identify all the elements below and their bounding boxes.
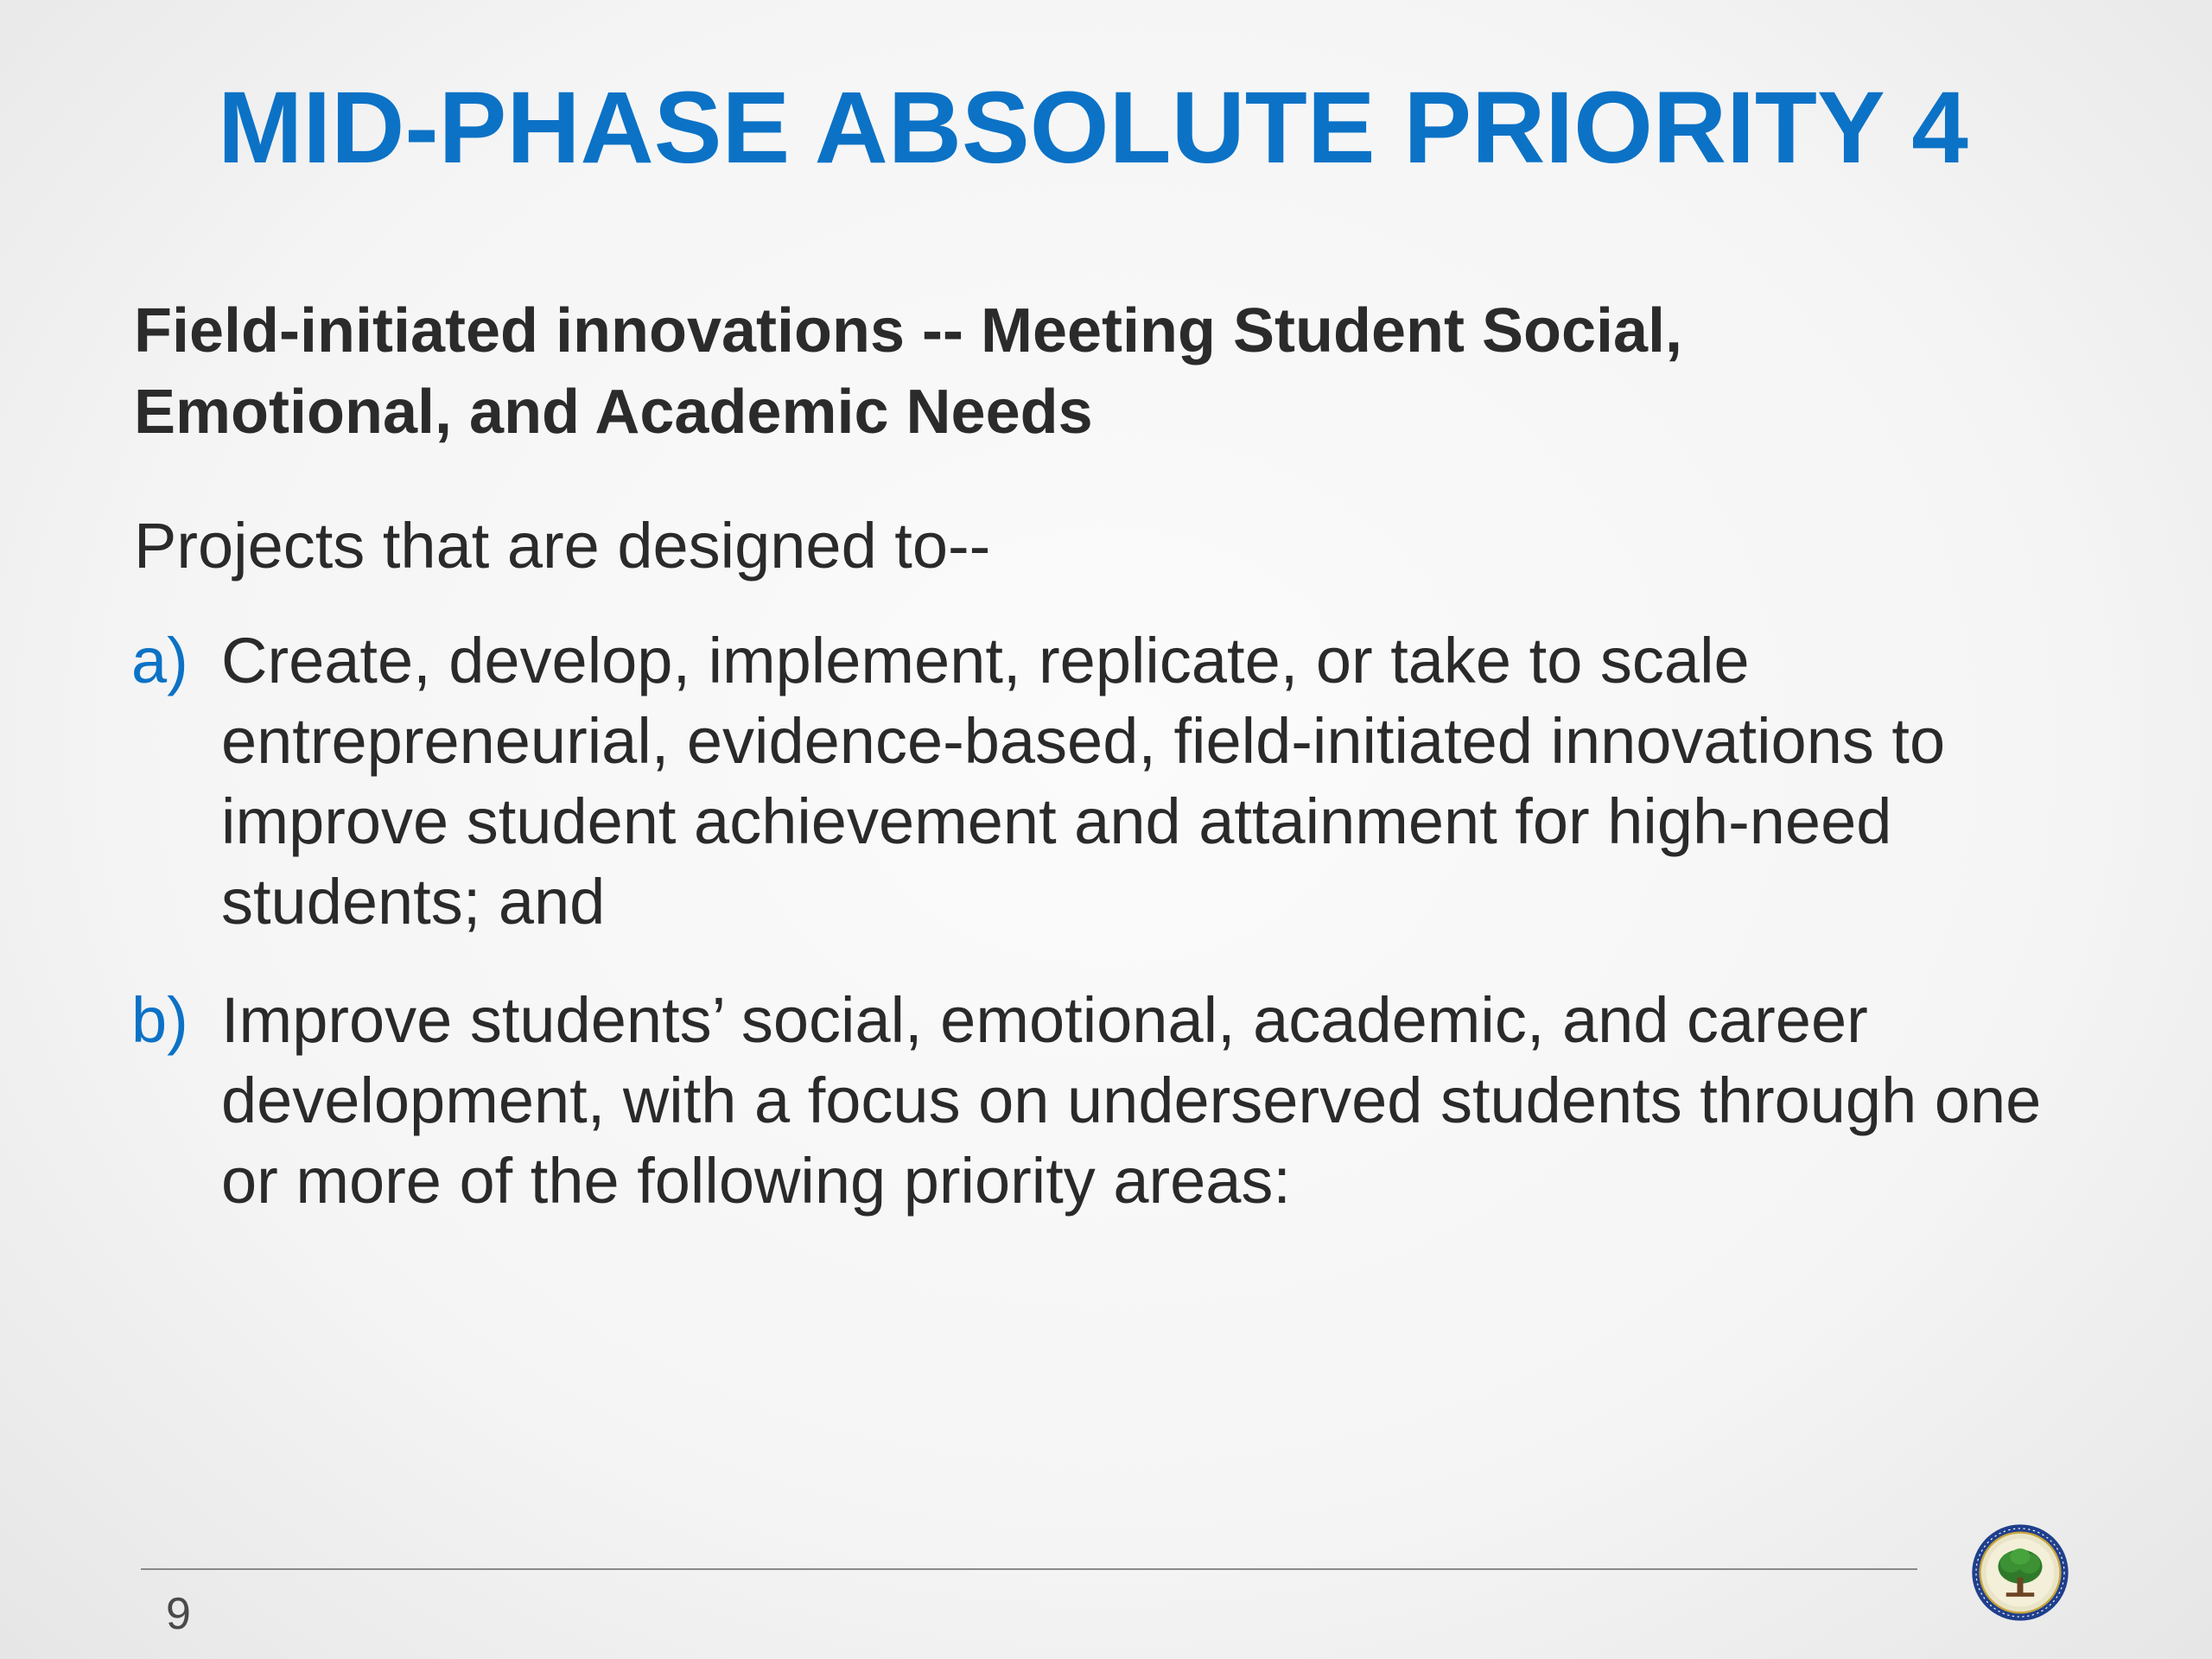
footer-divider [141,1568,1917,1570]
slide-title: MID-PHASE ABSOLUTE PRIORITY 4 [218,71,1968,185]
list-item-a [131,620,2084,942]
subtitle-line-2: Emotional, and Academic Needs [134,378,1093,447]
page-number: 9 [166,1589,191,1639]
list-marker-a: a) [131,625,188,696]
list-text-a: Create, develop, implement, replicate, or take to scale entrepreneurial, evidence-based, field-initiated innovations to improve student achievement and attainment for high-need students; and [221,625,1946,938]
lead-text: Projects that are designed to-- [134,510,991,582]
subtitle-line-1: Field-initiated innovations -- Meeting Student Social, [134,296,1683,365]
list-item-b [131,980,2084,1221]
list-marker-b: b) [131,984,188,1056]
slide-subtitle [134,290,2035,453]
list-text-b: Improve students’ social, emotional, academic, and career development, with a focus on underserved students through one or more of the following priority areas: [221,984,2042,1217]
department-of-education-seal-icon [1970,1522,2070,1623]
